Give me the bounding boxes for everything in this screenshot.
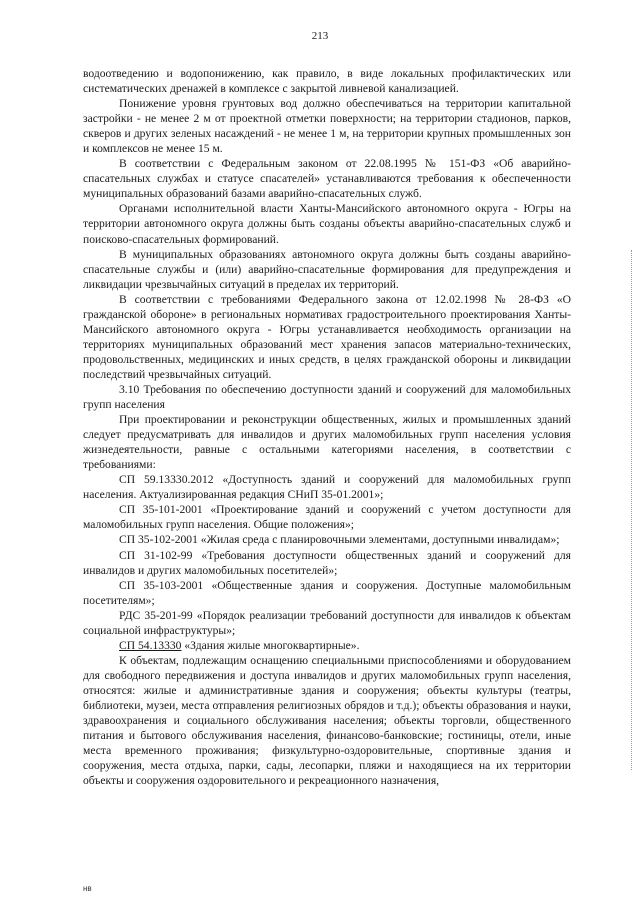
standard-reference: СП 35-101-2001 «Проектирование зданий и сооружений с учетом доступности для маломобильных групп населения. Общие положения»; xyxy=(83,503,571,532)
standard-reference xyxy=(83,638,571,653)
document-body xyxy=(83,66,571,788)
page-number: 213 xyxy=(311,30,329,42)
paragraph: В соответствии с Федеральным законом от 22.08.1995 № 151-ФЗ «Об аварийно-спасательных службах и статусе спасателей» устанавливаются требования к обеспеченности муниципальных образований базами аварийно-спасательных служб. xyxy=(83,157,571,201)
standard-reference: СП 35-102-2001 «Жилая среда с планировочными элементами, доступными инвалидам»; xyxy=(119,533,560,547)
underlined-code: СП 54.13330 xyxy=(119,638,182,652)
reference-title: «Здания жилые многоквартирные». xyxy=(181,638,360,652)
paragraph: В соответствии с требованиями Федерального закона от 12.02.1998 № 28-ФЗ «О гражданской обороне» в региональных нормативах градостроительного проектирования Ханты-Мансийского автономного округа - Югры устанавливается необходимость организации на территориях муниципальных образований мест хранения запасов материально-технических, продовольственных, медицинских и иных средств, в целях гражданской обороны и ликвидации последствий чрезвычайных ситуаций. xyxy=(83,292,571,381)
scan-margin-mark xyxy=(631,250,634,770)
paragraph: В муниципальных образованиях автономного округа должны быть созданы аварийно-спасательные службы и (или) аварийно-спасательные формирования для предупреждения и ликвидации чрезвычайных ситуаций в пределах их территорий. xyxy=(83,247,571,291)
standard-reference: СП 31-102-99 «Требования доступности общественных зданий и сооружений для инвалидов и других маломобильных посетителей»; xyxy=(83,548,571,577)
paragraph: водоотведению и водопонижению, как правило, в виде локальных профилактических или систематических дренажей в комплексе с закрытой ливневой канализацией. xyxy=(83,67,571,96)
footer-mark: нв xyxy=(83,884,92,893)
paragraph: К объектам, подлежащим оснащению специальными приспособлениями и оборудованием для свободного передвижения и доступа инвалидов и других маломобильных групп населения, относятся: жилые и административные здания и сооружения; объекты культуры (театры, библиотеки, музеи, места отправления религиозных обрядов и т.д.); объекты образования и науки, здравоохранения и социального обслуживания населения; объекты торговли, общественного питания и бытового обслуживания населения, финансово-банковские; гостиницы, отели, иные места временного проживания; физкультурно-оздоровительные, спортивные здания и сооружения, места отдыха, парки, сады, лесопарки, пляжи и находящиеся на их территории объекты и сооружения оздоровительного и рекреационного назначения, xyxy=(83,653,571,788)
standard-reference: СП 59.13330.2012 «Доступность зданий и сооружений для маломобильных групп населения. Актуализированная редакция СНиП 35-01.2001»; xyxy=(83,473,571,502)
paragraph: При проектировании и реконструкции общественных, жилых и промышленных зданий следует предусматривать для инвалидов и других маломобильных групп населения условия жизнедеятельности, равные с остальными категориями населения, в соответствии с требованиями: xyxy=(83,413,571,472)
standard-reference: СП 35-103-2001 «Общественные здания и сооружения. Доступные маломобильным посетителям»; xyxy=(83,578,571,607)
paragraph: Органами исполнительной власти Ханты-Мансийского автономного округа - Югры на территории автономного округа должны быть созданы объекты аварийно-спасательных служб и поисково-спасательных формирований. xyxy=(83,202,571,246)
paragraph: Понижение уровня грунтовых вод должно обеспечиваться на территории капитальной застройки - не менее 2 м от проектной отметки поверхности; на территории стадионов, парков, скверов и других зеленых насаждений - не менее 1 м, на территории крупных промышленных зон и комплексов не менее 15 м. xyxy=(83,97,571,156)
standard-reference: РДС 35-201-99 «Порядок реализации требований доступности для инвалидов к объектам социальной инфраструктуры»; xyxy=(83,608,571,637)
section-heading: 3.10 Требования по обеспечению доступности зданий и сооружений для маломобильных групп населения xyxy=(83,382,571,412)
